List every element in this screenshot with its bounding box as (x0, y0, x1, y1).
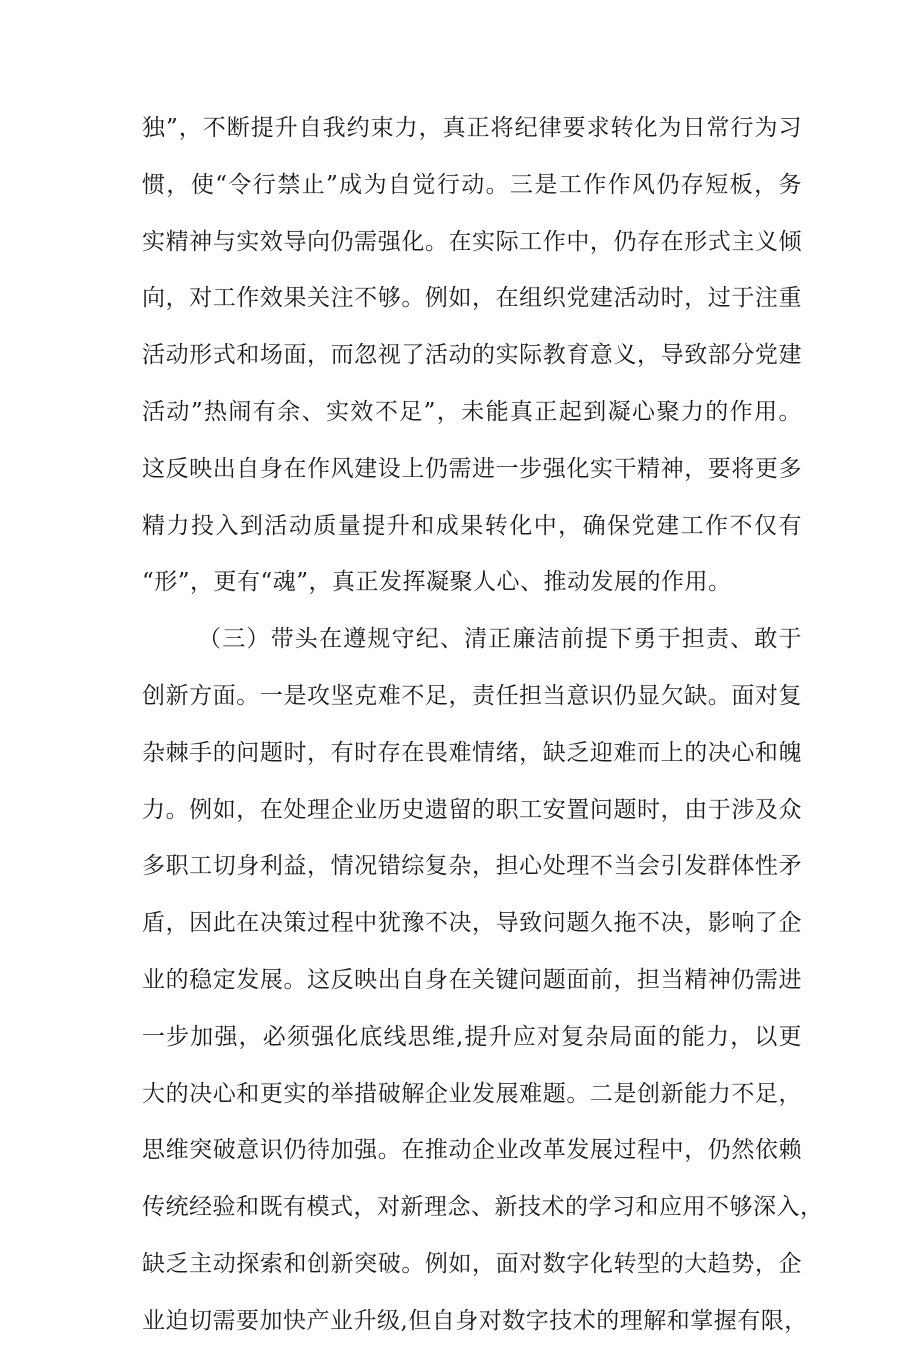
text-line: 创新方面。一是攻坚克难不足，责任担当意识仍显欠缺。面对复 (142, 682, 802, 709)
document-body (142, 100, 824, 1350)
text-line: 杂棘手的问题时，有时存在畏难情绪，缺乏迎难而上的决心和魄 (142, 739, 802, 766)
text-line: 多职工切身利益，情况错综复杂，担心处理不当会引发群体性矛 (142, 853, 802, 880)
text-line: 业的稳定发展。这反映出自身在关键问题面前，担当精神仍需进 (142, 966, 802, 993)
text-line: 力。例如，在处理企业历史遗留的职工安置问题时，由于涉及众 (142, 796, 802, 823)
paragraph-2 (142, 611, 824, 1349)
text-line: 一步加强，必须强化底线思维,提升应对复杂局面的能力，以更 (142, 1023, 802, 1050)
section-heading-line: （三）带头在遵规守纪、清正廉洁前提下勇于担责、敢于 (198, 626, 802, 653)
text-line: 思维突破意识仍待加强。在推动企业改革发展过程中，仍然依赖 (142, 1137, 802, 1164)
paragraph-1 (142, 100, 802, 611)
text-line: 业迫切需要加快产业升级,但自身对数字技术的理解和掌握有限， (142, 1307, 808, 1334)
text-line: 传统经验和既有模式，对新理念、新技术的学习和应用不够深入， (142, 1194, 824, 1221)
text-line: 独”，不断提升自我约束力，真正将纪律要求转化为日常行为习 (142, 115, 802, 141)
text-line: 向，对工作效果关注不够。例如，在组织党建活动时，过于注重 (142, 285, 802, 312)
text-line: 惯，使“令行禁止”成为自觉行动。三是工作作风仍存短板，务 (142, 171, 802, 198)
text-line: “形”，更有“魂”，真正发挥凝聚人心、推动发展的作用。 (142, 569, 732, 596)
text-line: 精力投入到活动质量提升和成果转化中，确保党建工作不仅有 (142, 512, 802, 539)
text-line: 活动”热闹有余、实效不足”，未能真正起到凝心聚力的作用。 (142, 398, 802, 425)
text-line: 缺乏主动探索和创新突破。例如，面对数字化转型的大趋势，企 (142, 1250, 802, 1277)
text-line: 活动形式和场面，而忽视了活动的实际教育意义，导致部分党建 (142, 342, 802, 369)
text-line: 盾，因此在决策过程中犹豫不决，导致问题久拖不决，影响了企 (142, 910, 802, 937)
text-line: 实精神与实效导向仍需强化。在实际工作中，仍存在形式主义倾 (142, 228, 802, 255)
text-line: 这反映出自身在作风建设上仍需进一步强化实干精神，要将更多 (142, 455, 802, 482)
text-line: 大的决心和更实的举措破解企业发展难题。二是创新能力不足， (142, 1080, 802, 1107)
